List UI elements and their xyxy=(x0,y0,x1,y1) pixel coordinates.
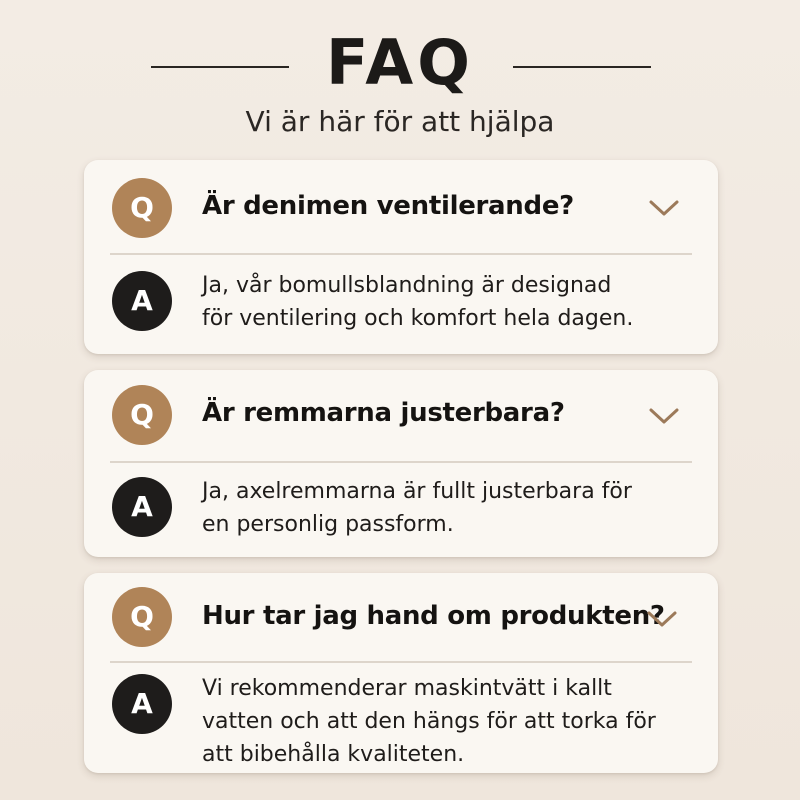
faq-item-2 xyxy=(84,370,718,557)
faq-question-row[interactable] xyxy=(84,573,718,661)
faq-question-row[interactable] xyxy=(84,160,718,253)
faq-answer-line: att bibehålla kvaliteten. xyxy=(202,742,465,767)
chevron-down-icon[interactable] xyxy=(646,609,678,629)
answer-badge: A xyxy=(112,271,172,331)
question-badge: Q xyxy=(112,587,172,647)
question-badge: Q xyxy=(112,178,172,238)
chevron-down-icon[interactable] xyxy=(648,198,680,218)
faq-divider xyxy=(110,461,692,463)
faq-divider xyxy=(110,253,692,255)
faq-answer xyxy=(202,672,702,771)
faq-header xyxy=(0,22,800,140)
faq-question-row[interactable] xyxy=(84,370,718,461)
faq-item-3 xyxy=(84,573,718,773)
faq-answer-line: Ja, vår bomullsblandning är designad xyxy=(202,273,612,298)
page-title: FAQ xyxy=(326,26,474,99)
answer-badge: A xyxy=(112,674,172,734)
faq-answer-line: för ventilering och komfort hela dagen. xyxy=(202,306,634,331)
answer-badge: A xyxy=(112,477,172,537)
faq-question: Hur tar jag hand om produkten? xyxy=(202,601,665,631)
title-rule-right xyxy=(513,66,651,68)
faq-question: Är remmarna justerbara? xyxy=(202,398,565,428)
faq-answer xyxy=(202,269,682,335)
faq-question: Är denimen ventilerande? xyxy=(202,191,574,221)
faq-item-1 xyxy=(84,160,718,354)
question-badge: Q xyxy=(112,385,172,445)
faq-answer-line: vatten och att den hängs för att torka för xyxy=(202,709,656,734)
faq-answer xyxy=(202,475,682,541)
faq-answer-line: Vi rekommenderar maskintvätt i kallt xyxy=(202,676,612,701)
chevron-down-icon[interactable] xyxy=(648,406,680,426)
faq-divider xyxy=(110,661,692,663)
faq-answer-line: Ja, axelremmarna är fullt justerbara för xyxy=(202,479,632,504)
page-subtitle: Vi är här för att hjälpa xyxy=(245,105,555,138)
faq-answer-line: en personlig passform. xyxy=(202,512,454,537)
